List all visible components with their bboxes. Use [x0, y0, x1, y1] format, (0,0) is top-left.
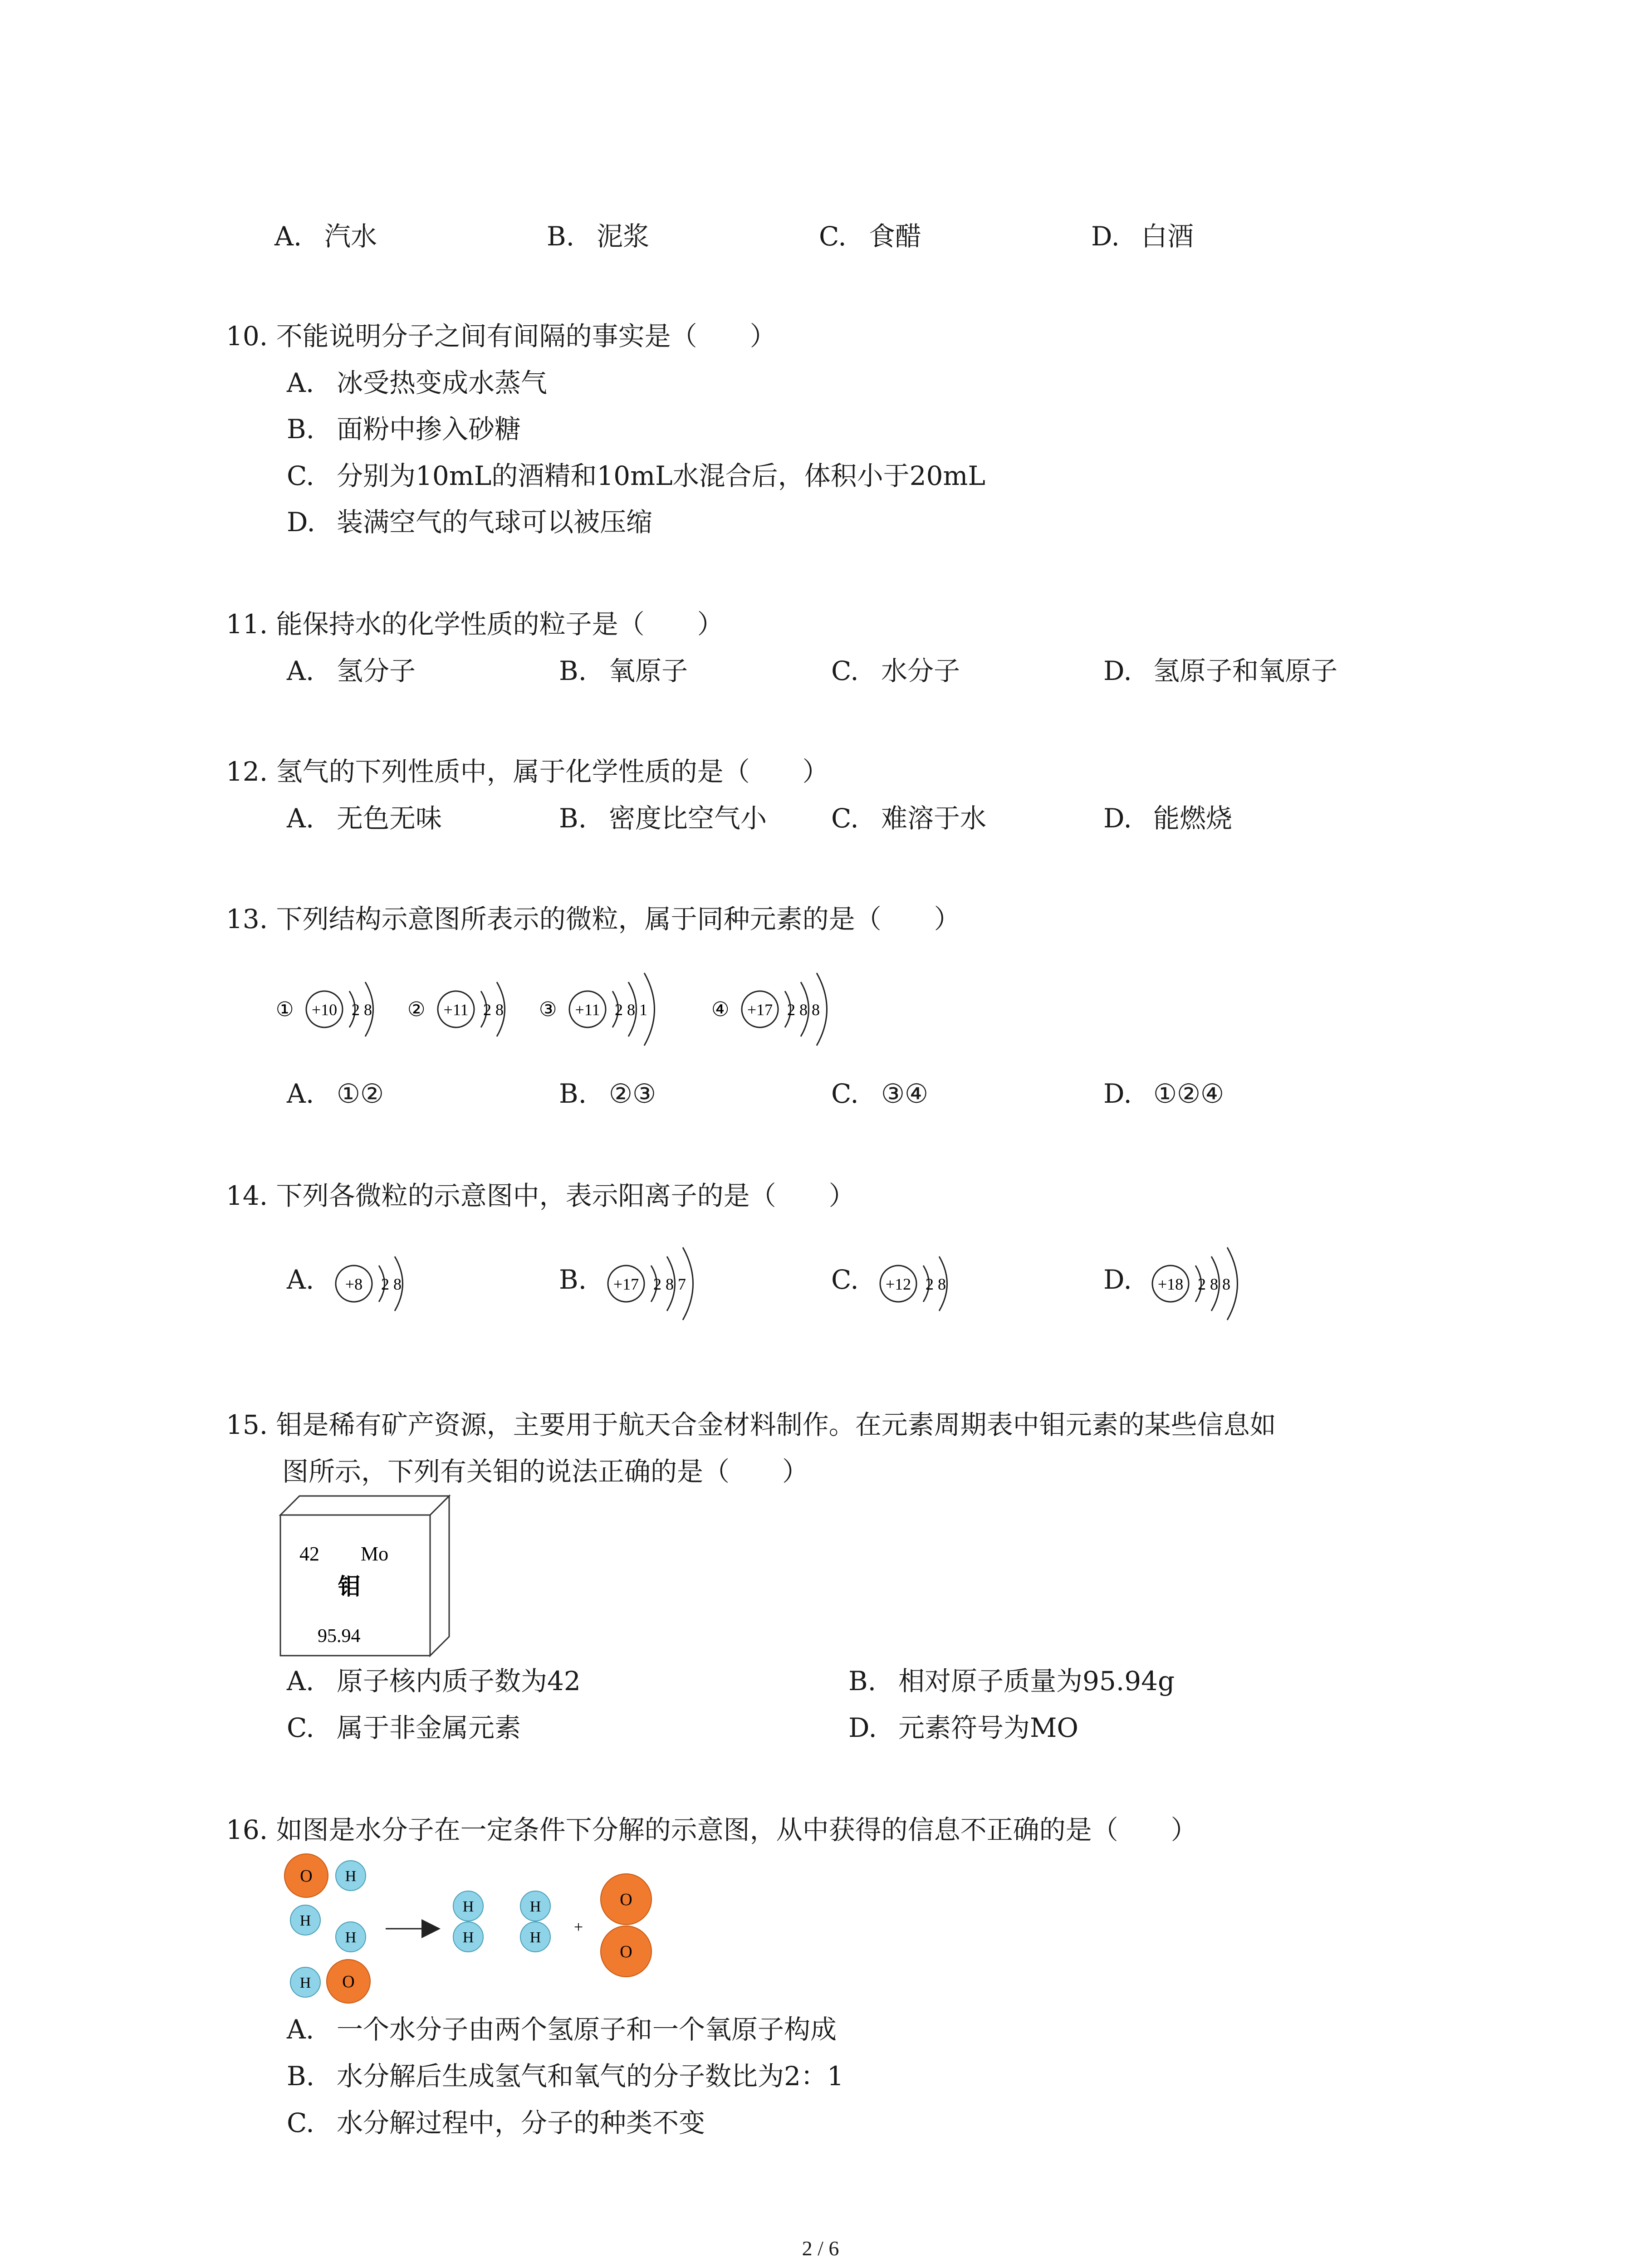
q14-stem: 14. 下列各微粒的示意图中，表示阳离子的是（ ）: [226, 1180, 855, 1211]
q10-stem: 10. 不能说明分子之间有间隔的事实是（ ）: [226, 321, 776, 352]
q13-particle-1-mark: ①: [276, 998, 294, 1021]
q13-particle-2: [407, 982, 505, 1036]
q14-particle-d-nucleus: +18: [1157, 1275, 1184, 1293]
q14-option-c-label: C.: [831, 1264, 859, 1295]
hydrogen-atom-label: H: [299, 1975, 311, 1991]
q15-option-c: C. 属于非金属元素: [287, 1712, 521, 1743]
q13-particle-3-nucleus: +11: [575, 1001, 600, 1019]
q14-structure-diagrams: [318, 1216, 1293, 1352]
q12-option-b: B. 密度比空气小: [559, 803, 767, 834]
q11-option-d: D. 氢原子和氧原子: [1103, 655, 1338, 686]
oxygen-atom-label: O: [620, 1942, 632, 1961]
q16-option-a: A. 一个水分子由两个氢原子和一个氧原子构成: [287, 2014, 837, 2045]
hydrogen-atom-label: H: [345, 1929, 357, 1946]
q13-option-d: D. ①②④: [1103, 1078, 1224, 1109]
q9-option-d: D. 白酒: [1091, 221, 1194, 252]
q13-particle-2-nucleus: +11: [443, 1001, 469, 1019]
q14-particle-a-nucleus: +8: [345, 1275, 363, 1293]
water-molecules-left: [284, 1854, 370, 2003]
q16-stem: 16. 如图是水分子在一定条件下分解的示意图，从中获得的信息不正确的是（ ）: [226, 1814, 1197, 1845]
q12-option-d: D. 能燃烧: [1103, 803, 1233, 834]
q14-particle-a-shells: 2 8: [381, 1275, 402, 1293]
q10-option-c: C. 分别为10mL的酒精和10mL水混合后，体积小于20mL: [287, 460, 985, 491]
hydrogen-atom-label: H: [462, 1898, 474, 1915]
q13-option-a: A. ①②: [287, 1078, 384, 1109]
oxygen-atom-label: O: [300, 1867, 313, 1886]
oxygen-atom-label: O: [620, 1890, 632, 1909]
q10-option-a: A. 冰受热变成水蒸气: [287, 367, 548, 398]
q12-option-c: C. 难溶于水: [831, 803, 987, 834]
q13-stem: 13. 下列结构示意图所表示的微粒，属于同种元素的是（ ）: [226, 904, 960, 934]
q13-particle-1-shells: 2 8: [352, 1001, 372, 1019]
q13-particle-4-nucleus: +17: [747, 1001, 773, 1019]
q9-option-a: A. 汽水: [274, 221, 377, 252]
q14-particle-d-shells: 2 8 8: [1198, 1275, 1230, 1293]
q15-element-name: 钼: [338, 1574, 361, 1600]
q14-particle-c: [880, 1256, 947, 1311]
q14-particle-b-shells: 2 8 7: [653, 1275, 686, 1293]
q15-atomic-mass: 95.94: [318, 1626, 361, 1647]
plus-sign: +: [573, 1918, 583, 1936]
q10-option-b: B. 面粉中掺入砂糖: [287, 414, 521, 445]
hydrogen-atom-label: H: [462, 1929, 474, 1946]
q16-option-b: B. 水分解后生成氢气和氧气的分子数比为2：1: [287, 2061, 844, 2092]
q15-element-card: [277, 1492, 458, 1665]
q13-particle-2-shells: 2 8: [483, 1001, 504, 1019]
oxygen-molecule: [601, 1874, 652, 1977]
q14-particle-b-nucleus: +17: [613, 1275, 639, 1293]
q13-particle-3: [539, 973, 655, 1046]
q14-particle-d: [1152, 1247, 1238, 1320]
q9-option-c: C. 食醋: [819, 221, 922, 252]
q14-option-a-label: A.: [287, 1264, 314, 1295]
q11-option-c: C. 水分子: [831, 655, 960, 686]
q10-option-d: D. 装满空气的气球可以被压缩: [287, 507, 653, 538]
q15-option-d: D. 元素符号为MO: [848, 1712, 1078, 1743]
q13-structure-diagrams: [272, 948, 862, 1084]
q13-particle-3-mark: ③: [539, 998, 557, 1021]
q16-option-c: C. 水分解过程中，分子的种类不变: [287, 2107, 705, 2138]
hydrogen-atom-label: H: [299, 1912, 311, 1929]
q12-option-a: A. 无色无味: [287, 803, 442, 834]
q15-option-a: A. 原子核内质子数为42: [287, 1666, 581, 1696]
q14-option-b-label: B.: [559, 1264, 587, 1295]
q13-particle-3-shells: 2 8 1: [615, 1001, 647, 1019]
q13-particle-4-mark: ④: [711, 998, 730, 1021]
oxygen-atom-label: O: [342, 1972, 355, 1991]
q13-particle-4-shells: 2 8 8: [787, 1001, 820, 1019]
q9-option-b: B. 泥浆: [547, 221, 650, 252]
q14-particle-c-nucleus: +12: [885, 1275, 911, 1293]
page-number: 2 / 6: [802, 2237, 839, 2260]
q13-particle-4: [711, 973, 827, 1046]
q14-particle-b: [608, 1247, 693, 1320]
q15-stem-line2: 图所示，下列有关钼的说法正确的是（ ）: [282, 1456, 809, 1487]
hydrogen-atom-label: H: [345, 1868, 357, 1885]
q11-option-b: B. 氧原子: [559, 655, 688, 686]
q15-stem-line1: 15. 钼是稀有矿产资源，主要用于航天合金材料制作。在元素周期表中钼元素的某些信息如: [226, 1409, 1276, 1440]
hydrogen-atom-label: H: [529, 1929, 541, 1946]
q13-option-c: C. ③④: [831, 1078, 928, 1109]
q14-particle-a: [336, 1256, 403, 1311]
q15-option-b: B. 相对原子质量为95.94g: [848, 1666, 1175, 1696]
q11-option-a: A. 氢分子: [287, 655, 416, 686]
q13-particle-1: [276, 982, 373, 1036]
q16-water-decomposition-diagram: [272, 1851, 681, 2019]
q14-particle-c-shells: 2 8: [926, 1275, 946, 1293]
hydrogen-molecules: [453, 1891, 550, 1952]
q14-option-d-label: D.: [1103, 1264, 1132, 1295]
q13-particle-2-mark: ②: [407, 998, 426, 1021]
q11-stem: 11. 能保持水的化学性质的粒子是（ ）: [226, 609, 724, 640]
hydrogen-atom-label: H: [529, 1898, 541, 1915]
q13-option-b: B. ②③: [559, 1078, 656, 1109]
q15-atomic-number: 42: [299, 1543, 319, 1565]
q15-element-symbol: Mo: [361, 1543, 389, 1565]
q12-stem: 12. 氢气的下列性质中，属于化学性质的是（ ）: [226, 756, 829, 787]
q13-particle-1-nucleus: +10: [311, 1001, 338, 1019]
